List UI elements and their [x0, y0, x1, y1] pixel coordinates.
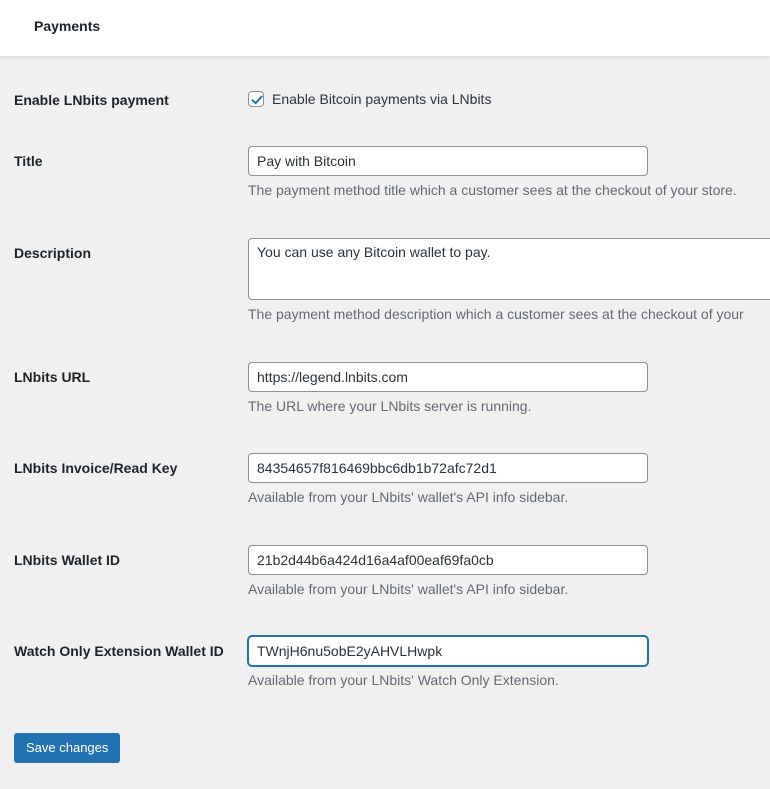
lnbits-url-description: The URL where your LNbits server is running.	[248, 398, 532, 414]
enable-payment-checkbox-label[interactable]: Enable Bitcoin payments via LNbits	[272, 91, 492, 107]
lnbits-url-label: LNbits URL	[14, 369, 91, 385]
watch-only-label: Watch Only Extension Wallet ID	[14, 643, 224, 659]
invoice-key-description: Available from your LNbits' wallet's API info sidebar.	[248, 489, 569, 505]
title-label: Title	[14, 153, 43, 169]
description-description: The payment method description which a customer sees at the checkout of your	[248, 306, 744, 322]
title-input[interactable]: Pay with Bitcoin	[248, 146, 648, 176]
enable-payment-label: Enable LNbits payment	[14, 92, 169, 108]
description-textarea[interactable]: You can use any Bitcoin wallet to pay.	[248, 238, 770, 300]
lnbits-url-input[interactable]: https://legend.lnbits.com	[248, 362, 648, 392]
watch-only-input[interactable]: TWnjH6nu5obE2yAHVLHwpk	[248, 636, 648, 666]
wallet-id-input[interactable]: 21b2d44b6a424d16a4af00eaf69fa0cb	[248, 545, 648, 575]
invoice-key-label: LNbits Invoice/Read Key	[14, 460, 178, 476]
wallet-id-label: LNbits Wallet ID	[14, 552, 121, 568]
title-description: The payment method title which a customer sees at the checkout of your store.	[248, 182, 737, 198]
page-title: Payments	[34, 18, 101, 34]
wallet-id-description: Available from your LNbits' wallet's API info sidebar.	[248, 581, 569, 597]
page-header	[0, 0, 770, 56]
enable-payment-checkbox[interactable]	[248, 91, 264, 107]
description-label: Description	[14, 245, 92, 261]
invoice-key-input[interactable]: 84354657f816469bbc6db1b72afc72d1	[248, 453, 648, 483]
watch-only-description: Available from your LNbits' Watch Only Extension.	[248, 672, 559, 688]
checkmark-icon	[249, 92, 265, 108]
save-button[interactable]: Save changes	[14, 733, 120, 763]
enable-payment-row	[248, 91, 491, 107]
